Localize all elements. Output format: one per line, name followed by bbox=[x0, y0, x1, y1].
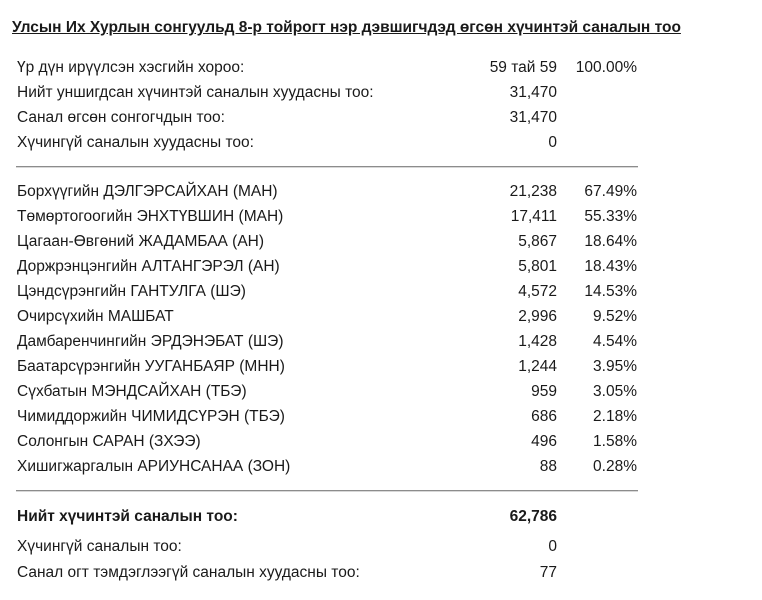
candidate-row bbox=[0, 430, 762, 454]
total-unmarked-label: Санал огт тэмдэглээгүй саналын хуудасны тоо: bbox=[17, 564, 360, 581]
candidate-row bbox=[0, 255, 762, 279]
candidate-row bbox=[0, 205, 762, 229]
candidate-row bbox=[0, 355, 762, 379]
total-valid-row bbox=[0, 505, 762, 529]
candidate-votes: 17,411 bbox=[510, 208, 557, 225]
candidate-percent: 18.64% bbox=[584, 233, 637, 250]
candidate-votes: 88 bbox=[539, 458, 557, 475]
candidate-name: Солонгын САРАН (ЗХЭЭ) bbox=[17, 433, 201, 450]
candidate-row bbox=[0, 455, 762, 479]
total-valid-votes: 62,786 bbox=[509, 508, 557, 525]
candidate-name: Чимиддоржийн ЧИМИДСҮРЭН (ТБЭ) bbox=[17, 408, 285, 425]
candidate-percent: 9.52% bbox=[593, 308, 637, 325]
candidate-percent: 3.95% bbox=[593, 358, 637, 375]
page-title: Улсын Их Хурлын сонгуульд 8-р тойрогт нэр дэвшигчдэд өгсөн хүчинтэй саналын тоо bbox=[12, 19, 681, 36]
candidate-name: Борхүүгийн ДЭЛГЭРСАЙХАН (МАН) bbox=[17, 183, 278, 200]
summary-value: 59 тай 59 bbox=[489, 59, 557, 76]
summary-row-voters bbox=[0, 106, 762, 130]
divider bbox=[16, 166, 638, 168]
candidate-row bbox=[0, 405, 762, 429]
total-valid-label: Нийт хүчинтэй саналын тоо: bbox=[17, 508, 238, 525]
candidate-name: Цэндсүрэнгийн ГАНТУЛГА (ШЭ) bbox=[17, 283, 246, 300]
candidate-name: Баатарсүрэнгийн УУГАНБАЯР (МНН) bbox=[17, 358, 285, 375]
candidate-row bbox=[0, 180, 762, 204]
summary-label: Нийт уншигдсан хүчинтэй саналын хуудасны тоо: bbox=[17, 84, 374, 101]
candidate-percent: 2.18% bbox=[593, 408, 637, 425]
candidate-name: Доржрэнцэнгийн АЛТАНГЭРЭЛ (АН) bbox=[17, 258, 280, 275]
candidate-votes: 1,244 bbox=[518, 358, 557, 375]
candidate-percent: 18.43% bbox=[584, 258, 637, 275]
candidate-votes: 5,867 bbox=[518, 233, 557, 250]
candidate-votes: 959 bbox=[531, 383, 557, 400]
candidate-name: Очирсүхийн МАШБАТ bbox=[17, 308, 174, 325]
summary-row-invalid-ballots bbox=[0, 131, 762, 155]
candidate-votes: 4,572 bbox=[518, 283, 557, 300]
candidate-percent: 55.33% bbox=[584, 208, 637, 225]
total-invalid-label: Хүчингүй саналын тоо: bbox=[17, 538, 182, 555]
divider bbox=[16, 490, 638, 492]
candidate-name: Цагаан-Өвгөний ЖАДАМБАА (АН) bbox=[17, 233, 265, 250]
candidate-percent: 14.53% bbox=[584, 283, 637, 300]
summary-value: 31,470 bbox=[509, 84, 557, 101]
candidate-name: Хишигжаргалын АРИУНСАНАА (ЗОН) bbox=[17, 458, 291, 475]
candidate-row bbox=[0, 280, 762, 304]
candidate-percent: 1.58% bbox=[593, 433, 637, 450]
total-invalid-votes: 0 bbox=[548, 538, 557, 555]
total-unmarked-votes: 77 bbox=[539, 564, 557, 581]
summary-row-stations bbox=[0, 56, 762, 80]
summary-label: Санал өгсөн сонгогчдын тоо: bbox=[17, 109, 225, 126]
summary-row-ballots-read bbox=[0, 81, 762, 105]
candidate-votes: 2,996 bbox=[518, 308, 557, 325]
candidate-votes: 496 bbox=[531, 433, 557, 450]
candidate-name: Дамбаренчингийн ЭРДЭНЭБАТ (ШЭ) bbox=[17, 333, 284, 350]
candidate-row bbox=[0, 230, 762, 254]
candidate-percent: 3.05% bbox=[593, 383, 637, 400]
summary-value: 0 bbox=[548, 134, 557, 151]
candidate-votes: 1,428 bbox=[518, 333, 557, 350]
candidate-name: Төмөртогоогийн ЭНХТҮВШИН (МАН) bbox=[17, 208, 284, 225]
candidate-votes: 686 bbox=[531, 408, 557, 425]
candidate-votes: 21,238 bbox=[509, 183, 557, 200]
total-unmarked-row bbox=[0, 561, 762, 585]
summary-label: Үр дүн ирүүлсэн хэсгийн хороо: bbox=[17, 59, 245, 76]
candidate-votes: 5,801 bbox=[518, 258, 557, 275]
candidate-row bbox=[0, 330, 762, 354]
summary-label: Хүчингүй саналын хуудасны тоо: bbox=[17, 134, 254, 151]
summary-value: 31,470 bbox=[509, 109, 557, 126]
total-invalid-row bbox=[0, 535, 762, 559]
candidate-row bbox=[0, 305, 762, 329]
candidate-name: Сүхбатын МЭНДСАЙХАН (ТБЭ) bbox=[17, 383, 247, 400]
summary-percent: 100.00% bbox=[575, 59, 637, 76]
candidate-row bbox=[0, 380, 762, 404]
candidate-percent: 67.49% bbox=[584, 183, 637, 200]
candidate-percent: 0.28% bbox=[593, 458, 637, 475]
candidate-percent: 4.54% bbox=[593, 333, 637, 350]
